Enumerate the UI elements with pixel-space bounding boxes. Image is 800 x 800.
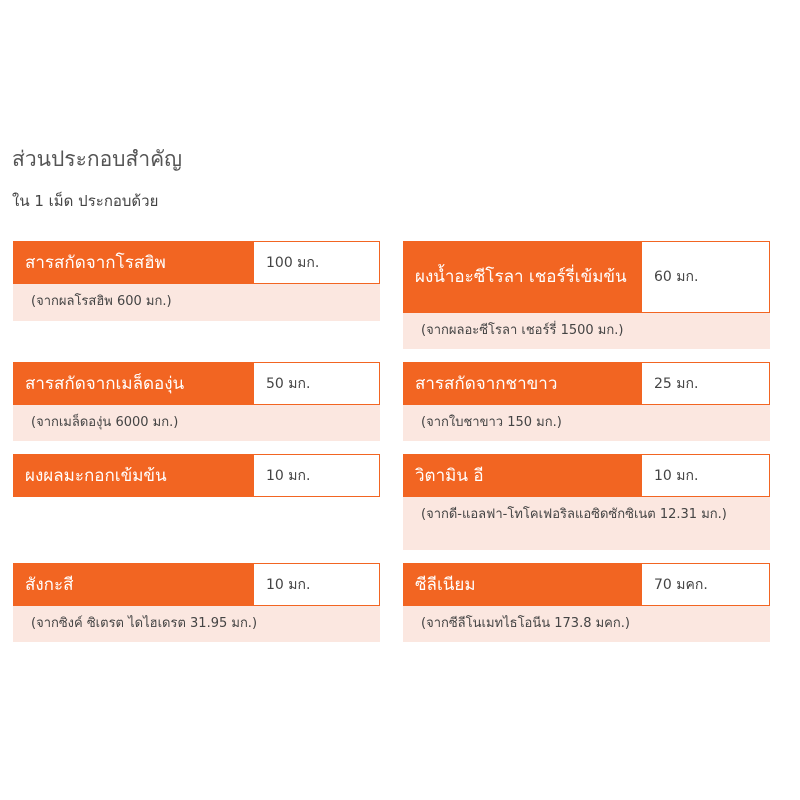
ingredient-name: วิตามิน อี: [403, 454, 642, 497]
ingredient-amount: 10 มก.: [254, 563, 380, 606]
ingredient-source: (จากผลอะซีโรลา เชอร์รี่ 1500 มก.): [421, 323, 624, 338]
ingredient-amount: 60 มก.: [642, 241, 770, 313]
section-title: ส่วนประกอบสำคัญ: [12, 147, 183, 171]
ingredient-amount: 25 มก.: [642, 362, 770, 405]
ingredient-card: [403, 362, 770, 441]
ingredient-source: (จากซิงค์ ซิเตรต ไดไฮเดรต 31.95 มก.): [31, 616, 258, 631]
ingredient-name: สารสกัดจากชาขาว: [403, 362, 642, 405]
ingredient-name: ซีลีเนียม: [403, 563, 642, 606]
ingredient-source: (จากซีลีโนเมทไธโอนีน 173.8 มคก.): [421, 616, 630, 631]
ingredient-name: สังกะสี: [13, 563, 254, 606]
ingredient-card: [13, 241, 380, 321]
ingredient-amount: 70 มคก.: [642, 563, 770, 606]
ingredient-card: [403, 454, 770, 550]
ingredient-source: (จากดี-แอลฟา-โทโคเฟอริลแอซิดซักซิเนต 12.31 มก.): [421, 507, 727, 522]
ingredient-card: [13, 563, 380, 642]
ingredient-amount: 10 มก.: [642, 454, 770, 497]
ingredient-source: (จากผลโรสฮิพ 600 มก.): [31, 294, 172, 309]
ingredient-name: สารสกัดจากโรสฮิพ: [13, 241, 254, 284]
ingredient-card: [403, 563, 770, 642]
ingredient-card: [13, 362, 380, 441]
ingredient-name: ผงน้ำอะซีโรลา เชอร์รี่เข้มข้น: [403, 241, 642, 313]
ingredient-name: สารสกัดจากเมล็ดองุ่น: [13, 362, 254, 405]
section-subtitle: ใน 1 เม็ด ประกอบด้วย: [12, 192, 159, 210]
ingredient-amount: 100 มก.: [254, 241, 380, 284]
ingredient-source: (จากใบชาขาว 150 มก.): [421, 415, 562, 430]
ingredient-card: [403, 241, 770, 349]
ingredient-card: [13, 454, 380, 497]
ingredient-name: ผงผลมะกอกเข้มข้น: [13, 454, 254, 497]
ingredient-amount: 10 มก.: [254, 454, 380, 497]
ingredient-source: (จากเมล็ดองุ่น 6000 มก.): [31, 415, 179, 430]
ingredient-amount: 50 มก.: [254, 362, 380, 405]
